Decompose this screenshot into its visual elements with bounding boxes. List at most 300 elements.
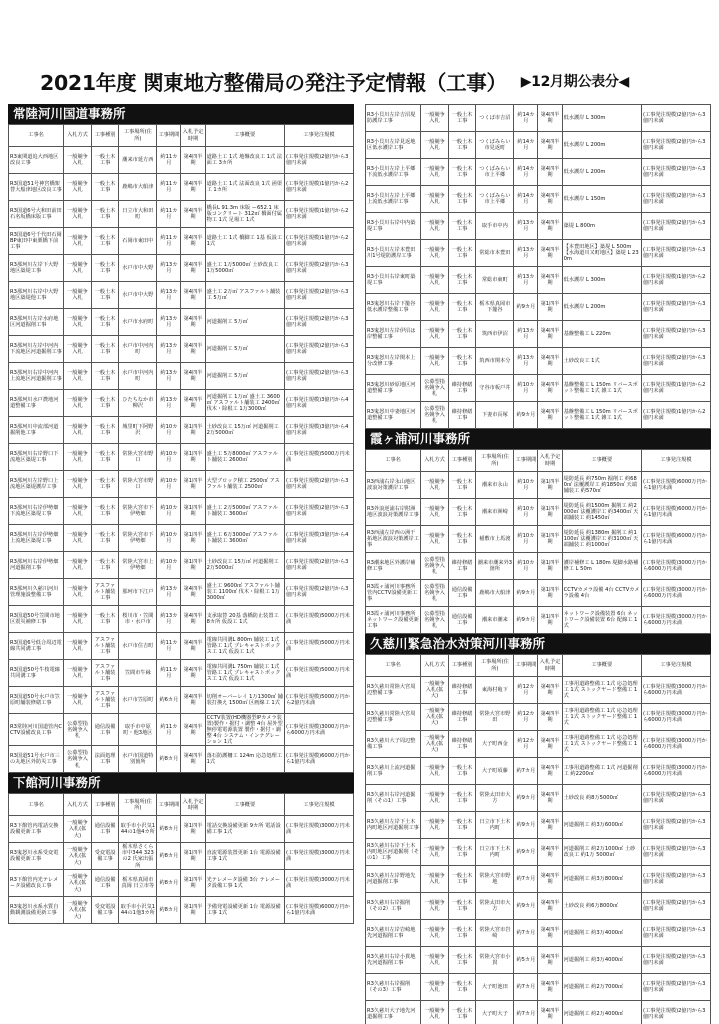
table-cell: 光テレメータ設備 3台 テレメータ設備工事 1式 [205, 870, 284, 897]
table-row [9, 633, 354, 660]
table-cell: 第4四半期 [538, 105, 562, 132]
table-cell: 一般土木工事 [91, 174, 119, 201]
table-cell: 一般競争入札(拡大) [421, 731, 449, 758]
table-cell: (工事発注規模)2億円から3億円未満 [284, 363, 353, 390]
table-cell: 一般競争入札 [421, 785, 449, 812]
table-cell: 一般土木工事 [91, 147, 119, 174]
table-row [9, 390, 354, 417]
table-cell: R3国道6号千代田石岡BP東田中東栗橋下前工事 [9, 228, 64, 255]
table-cell: アスファルト舗装工事 [91, 579, 119, 606]
table-cell: 護岸補修工 L 180m 堤脚水路補修工 L 50m [562, 553, 641, 580]
section-header-kasumigaura: 霞ヶ浦河川事務所 [365, 429, 711, 449]
table-cell: 一般土木工事 [448, 1001, 476, 1024]
table-cell: 第1四半期 [538, 553, 562, 580]
table-cell: (工事発注規模)3000万円未満 [284, 843, 353, 870]
column-header: 工事名 [366, 655, 421, 677]
table-cell: 常陸大宮市岩崎 [476, 920, 514, 947]
table-cell: アスファルト舗装工事 [91, 660, 119, 687]
table-cell: R3小貝川左岸吉沼堤防護岸工事 [366, 105, 421, 132]
table-cell: 第4四半期 [181, 660, 205, 687]
table-cell: R3下館管内光テレメータ設備改良工事 [9, 870, 64, 897]
table-cell: (工事発注規模)2億円から3億円未満 [641, 348, 710, 375]
table-cell: R3国道6号大和田前田石名坂橋床版工事 [9, 201, 64, 228]
table-row [9, 714, 354, 746]
table-cell: 公募型指名競争入札 [421, 580, 449, 607]
table-cell: 河道掘削工 約2万1000㎥ 土砂改良工 約1万 5000㎥ [562, 839, 641, 866]
table-cell: 一般競争入札 [421, 1001, 449, 1024]
table-cell: (工事発注規模)2億円から3億円未満 [641, 294, 710, 321]
table-cell: 電話交換設備更新 9カ所 電話設備工事 1式 [205, 816, 284, 843]
table-cell: 一般競争入札 [64, 201, 92, 228]
table-cell: 約12カ月 [514, 731, 538, 758]
table-cell: 公募型指名競争入札 [64, 714, 92, 746]
table-cell: 工事用道路整備工 1式 応急処理工 1式 ストックヤード整備工 1式 [562, 677, 641, 704]
table-cell: 一般土木工事 [91, 471, 119, 498]
table-cell: 第4四半期 [181, 255, 205, 282]
table-cell: 一般土木工事 [91, 606, 119, 633]
section-header-hitachi: 常陸河川国道事務所 [8, 104, 354, 124]
table-cell: 第1四半期 [538, 580, 562, 607]
table-cell: R3那珂川右岸中大野地区築堤他工事 [9, 282, 64, 309]
column-header: 工事名 [9, 125, 64, 147]
table-cell: 約13カ月 [514, 267, 538, 294]
table-cell: 一般土木工事 [91, 525, 119, 552]
table-cell: 東海村亀下 [476, 677, 514, 704]
table-cell: 盛土工 6万3000㎥ アスファルト舗装工 3600㎥ [205, 525, 284, 552]
table-cell: R3那珂川中流部河道掘削他工事 [9, 417, 64, 444]
table-cell: R3久慈川左岸野地先河道掘削工事 [366, 866, 421, 893]
table-cell: アスファルト舗装工事 [91, 687, 119, 714]
column-header: 工事期間 [514, 450, 538, 472]
table-cell: 一般競争入札(拡大) [64, 843, 92, 870]
table-cell: 約9カ月 [514, 607, 538, 634]
table-cell: 第1四半期 [181, 843, 205, 870]
table-cell: 約14カ月 [514, 159, 538, 186]
column-header: 工事場所(住所) [476, 450, 514, 472]
table-cell: (工事発注規模)6000万円から1億円未満 [641, 499, 710, 526]
table-cell: (工事発注規模)3000万円から6000万円未満 [641, 607, 710, 634]
table-row [9, 282, 354, 309]
table-row [9, 363, 354, 390]
table-cell: 約7カ月 [514, 974, 538, 1001]
table-cell: 予備発電設備更新 1台 電源設備工事 1式 [205, 897, 284, 924]
table-cell: ひたちなか市柳沢 [119, 390, 157, 417]
table-cell: 一般土木工事 [448, 974, 476, 1001]
table-cell: 第4四半期 [181, 606, 205, 633]
table-cell: 守谷市板戸井 [476, 375, 514, 402]
table-cell: つくばみらい市上平郷 [476, 186, 514, 213]
table-row [9, 525, 354, 552]
table-cell: 約10カ月 [157, 552, 181, 579]
table-cell: 約13カ月 [157, 606, 181, 633]
table-cell: (工事発注規模)2億円から3億円未満 [641, 893, 710, 920]
table-row [9, 201, 354, 228]
table-row [9, 660, 354, 687]
table-cell: 第4四半期 [538, 731, 562, 758]
table-cell: (工事発注規模)1億円から2億円未満 [641, 267, 710, 294]
table-cell: 一般土木工事 [448, 758, 476, 785]
table-row [9, 255, 354, 282]
table-cell: R3鬼怒川左岸関本上分改修工事 [366, 348, 421, 375]
table-cell: 取手市中原町・他3地区 [119, 714, 157, 746]
table-cell: (工事発注規模)3000万円未満 [284, 870, 353, 897]
table-row [366, 321, 711, 348]
table-cell: 第4四半期 [538, 375, 562, 402]
column-header: 工事発注規模 [641, 450, 710, 472]
table-cell: 【本豊田地区】築堤 L 500m 【水海道川又町地区】築堤 L 230m [562, 240, 641, 267]
table-cell: 約8カ月 [157, 897, 181, 924]
table-cell: 第1四半期 [538, 526, 562, 553]
table-cell: (工事発注規模)2億円から3億円未満 [284, 282, 353, 309]
column-header: 工事種別 [91, 125, 119, 147]
table-cell: 約12カ月 [514, 704, 538, 731]
table-cell: (工事発注規模)2億円から3億円未満 [641, 186, 710, 213]
table-cell: 一般競争入札 [64, 228, 92, 255]
table-cell: R3久慈川常陸大宮周辺整備工事 [366, 704, 421, 731]
table-cell: 約6カ月 [157, 687, 181, 714]
table-cell: 一般土木工事 [91, 363, 119, 390]
table-cell: 常陸大宮市野口 [119, 444, 157, 471]
table-header-row [366, 655, 711, 677]
table-cell: R3国道50号水戸市笠原町舗装修繕工事 [9, 687, 64, 714]
table-cell: 約7カ月 [514, 866, 538, 893]
table-cell: 常陸大宮市小貫 [476, 947, 514, 974]
table-cell: 受変電設備工事 [91, 897, 119, 924]
table-cell: 第4四半期 [538, 213, 562, 240]
table-cell: 河道掘削工 約2万7000㎥ [562, 974, 641, 1001]
table-cell: 約11カ月 [157, 174, 181, 201]
table-cell: 約11カ月 [157, 714, 181, 746]
table-cell: 基盤整備工 L 150m リバースポット整備工 1式 雑工 1式 [562, 402, 641, 429]
table-cell: 水戸市中河内町 [119, 336, 157, 363]
table-cell: 一般競争入札 [421, 186, 449, 213]
table-row [366, 893, 711, 920]
table-cell: R3国道50号笠間市地区震災補修工事 [9, 606, 64, 633]
table-cell: 一般競争入札 [64, 579, 92, 606]
table-hitachi-continued [365, 104, 711, 429]
table-cell: 河道掘削工 約2万4000㎥ [562, 1001, 641, 1024]
table-row [366, 947, 711, 974]
table-cell: 一般土木工事 [91, 282, 119, 309]
column-header: 入札予定時期 [538, 655, 562, 677]
table-cell: 低水護岸 L 200m [562, 159, 641, 186]
table-cell: 法面処理工事 [91, 746, 119, 773]
page-subtitle: ▶12月期公表分◀ [520, 74, 630, 90]
table-cell: 第1四半期 [181, 498, 205, 525]
table-cell: R3那珂川水戸農地河道整備工事 [9, 390, 64, 417]
table-cell: (工事発注規模)2億円から3億円未満 [284, 147, 353, 174]
table-cell: R3那珂川右岸中河内上流地区河道掘削工事 [9, 363, 64, 390]
table-cell: 維持修繕工事 [448, 375, 476, 402]
table-cell: 公募型指名競争入札 [421, 402, 449, 429]
table-cell: (工事発注規模)3000万円から6000万円未満 [641, 677, 710, 704]
table-cell: 河道掘削工 5万㎥ [205, 363, 284, 390]
table-cell: 道路土工 1式 橋脚工 1基 仮設工 1式 [205, 228, 284, 255]
table-cell: 一般土木工事 [448, 499, 476, 526]
table-cell: 第1四半期 [181, 897, 205, 924]
table-cell: 約10カ月 [514, 375, 538, 402]
table-cell: つくばみらい市上平郷 [476, 159, 514, 186]
table-cell: R3久慈川常陸大宮周辺整備工事 [366, 677, 421, 704]
table-cell: 水戸市笠原町 [119, 687, 157, 714]
table-cell: 第4四半期 [181, 282, 205, 309]
table-cell: 約13カ月 [157, 336, 181, 363]
table-cell: 一般競争入札 [64, 687, 92, 714]
table-cell: R3久慈川左岸岩崎地先河道掘削工事 [366, 920, 421, 947]
table-cell: 約10カ月 [157, 525, 181, 552]
table-cell: 一般競争入札 [64, 417, 92, 444]
table-cell: CCTVカメラ設備 4台 CCTVカメラ設備 4台 [562, 580, 641, 607]
column-header: 工事発注規模 [284, 125, 353, 147]
column-header: 工事場所(住所) [119, 125, 157, 147]
table-cell: 日立市下土木内町 [476, 839, 514, 866]
table-cell: 大子町頃藤 [476, 758, 514, 785]
table-cell: 第1四半期 [538, 607, 562, 634]
table-cell: 土砂改良工 15万㎥ 河道掘削工 2万5000㎥ [205, 552, 284, 579]
table-cell: 第4四半期 [538, 240, 562, 267]
table-cell: 盛土工 1万5000㎥ 土砂改良工 1万5000㎥ [205, 255, 284, 282]
table-cell: (工事発注規模)1億円から2億円未満 [641, 375, 710, 402]
table-cell: 公募型指名競争入札 [421, 375, 449, 402]
table-cell: 一般土木工事 [448, 812, 476, 839]
table-cell: 一般土木工事 [448, 526, 476, 553]
table-cell: (工事発注規模)2億円から3億円未満 [641, 839, 710, 866]
table-cell: 約9カ月 [514, 893, 538, 920]
column-header: 入札方式 [421, 655, 449, 677]
table-cell: 栃木県真岡市真岡 日立市等 [119, 870, 157, 897]
table-cell: 低水護岸 L 200m [562, 132, 641, 159]
table-cell: 一般土木工事 [91, 498, 119, 525]
table-cell: (工事発注規模)2億円から3億円未満 [284, 255, 353, 282]
table-cell: (工事発注規模)2億円から3億円未満 [284, 498, 353, 525]
table-cell: 一般土木工事 [448, 947, 476, 974]
table-cell: 潮来市永山 [476, 472, 514, 499]
table-cell: (工事発注規模)2億円から3億円未満 [641, 240, 710, 267]
table-cell: 第4四半期 [538, 321, 562, 348]
table-cell: 盛土工 2万5000㎥ アスファルト舗装工 3600㎥ [205, 498, 284, 525]
table-cell: 道路土工 1式 地盤改良工 1式 法面工 3カ所 [205, 147, 284, 174]
table-cell: 第4四半期 [181, 228, 205, 255]
table-cell: 桜川市・笠間市・水戸市 [119, 606, 157, 633]
table-cell: 一般競争入札 [64, 174, 92, 201]
table-cell: 一般土木工事 [448, 472, 476, 499]
table-cell: 約13カ月 [157, 255, 181, 282]
table-header-row [9, 794, 354, 816]
table-cell: 一般土木工事 [91, 444, 119, 471]
table-cell: 約9カ月 [514, 785, 538, 812]
table-cell: 約11カ月 [157, 201, 181, 228]
table-cell: 受変電設備工事 [91, 843, 119, 870]
table-cell: 工事用道路整備工 1式 応急処理工 1式 ストックヤード整備工 1式 [562, 731, 641, 758]
table-row [366, 1001, 711, 1024]
table-cell: 約8カ月 [157, 746, 181, 773]
table-cell: 維持修繕工事 [448, 553, 476, 580]
table-cell: (工事発注規模)2億円から3億円未満 [284, 552, 353, 579]
table-cell: 一般競争入札 [421, 812, 449, 839]
table-cell: 日立市下土木内町 [476, 812, 514, 839]
table-cell: 約13カ月 [157, 363, 181, 390]
table-cell: 堤防延長 約1500m 掘削工 約2000㎥ 法覆護岸工 約3400㎡ 天端舗装工 約1450㎡ [562, 499, 641, 526]
table-cell: (工事発注規模)2億円から3億円未満 [641, 866, 710, 893]
table-row [366, 159, 711, 186]
table-cell: (工事発注規模)2億円から3億円未満 [641, 321, 710, 348]
table-cell: 直流電源装置更新 1台 電源設備工事 1式 [205, 843, 284, 870]
table-cell: 約10カ月 [157, 444, 181, 471]
table-cell: (工事発注規模)3000万円から6000万円未満 [641, 758, 710, 785]
table-cell: 通信設備工事 [91, 816, 119, 843]
table-cell: 第4四半期 [538, 839, 562, 866]
table-cell: (工事発注規模)1億円から2億円未満 [284, 228, 353, 255]
table-cell: 鹿嶋市大船津 [476, 580, 514, 607]
table-cell: (工事発注規模)2億円から3億円未満 [641, 159, 710, 186]
table-cell: 一般競争入札 [64, 309, 92, 336]
column-header: 工事概要 [562, 655, 641, 677]
table-cell: 約10カ月 [514, 499, 538, 526]
table-cell: (工事発注規模)2億円から3億円未満 [284, 471, 353, 498]
table-cell: 基盤整備工 L 220m [562, 321, 641, 348]
table-cell: 第4四半期 [181, 201, 205, 228]
table-cell: R3東関道追大西地区改良工事 [9, 147, 64, 174]
table-cell: 一般土木工事 [91, 201, 119, 228]
table-cell: 大子町西金 [476, 731, 514, 758]
table-cell: 土砂改良工 15万㎥ 河道掘削工 2万5000㎥ [205, 417, 284, 444]
table-cell: (工事発注規模)6000万円から1億円未満 [641, 526, 710, 553]
right-column [365, 104, 711, 1024]
table-cell: 約13カ月 [514, 321, 538, 348]
table-row [9, 746, 354, 773]
table-row [366, 812, 711, 839]
table-cell: 通信設備工事 [448, 580, 476, 607]
table-cell: R3小貝川右岸東町築堤工事 [366, 267, 421, 294]
table-row [9, 417, 354, 444]
table-cell: R3久慈川大子地先河道掘削工事 [366, 1001, 421, 1024]
table-cell: 取手市小沢気144の1他4カ所 [119, 816, 157, 843]
table-row [366, 267, 711, 294]
table-cell: 一般競争入札 [421, 947, 449, 974]
table-row [366, 348, 711, 375]
table-cell: 一般土木工事 [91, 552, 119, 579]
table-cell: 第4四半期 [181, 746, 205, 773]
table-cell: R3鬼怒川右岸下籠谷低水護岸整備工事 [366, 294, 421, 321]
table-cell: 常総市東町 [476, 267, 514, 294]
table-cell: 約10カ月 [514, 472, 538, 499]
table-cell: (工事発注規模)1億円から2億円未満 [641, 402, 710, 429]
table-cell: 一般競争入札 [421, 920, 449, 947]
table-cell: 一般競争入札 [64, 471, 92, 498]
table-kasumigaura [365, 449, 711, 634]
table-cell: (工事発注規模)2億円から3億円未満 [284, 336, 353, 363]
table-cell: 約13カ月 [514, 213, 538, 240]
table-cell: 一般競争入札(拡大) [64, 816, 92, 843]
table-cell: 第4四半期 [181, 714, 205, 746]
table-cell: 第1四半期 [181, 816, 205, 843]
table-cell: 水戸市国道特別箇所 [119, 746, 157, 773]
table-cell: 第4四半期 [538, 677, 562, 704]
table-cell: 水戸市中大野 [119, 255, 157, 282]
table-cell: R3那珂川左岸野口上流地区築堤護岸工事 [9, 471, 64, 498]
column-header: 工事概要 [205, 125, 284, 147]
table-cell: 水戸市中河内町 [119, 363, 157, 390]
table-row [9, 843, 354, 870]
table-cell: 第4四半期 [181, 687, 205, 714]
table-row [9, 444, 354, 471]
table-cell: (工事発注規模)3億円から4億円未満 [284, 417, 353, 444]
table-cell: 約10カ月 [157, 498, 181, 525]
table-cell: 第4四半期 [538, 947, 562, 974]
table-row [366, 704, 711, 731]
table-cell: 一般土木工事 [448, 321, 476, 348]
column-header: 入札方式 [421, 450, 449, 472]
column-header: 入札方式 [64, 794, 92, 816]
table-row [366, 866, 711, 893]
table-cell: R3下館管内電話交換設備更新工事 [9, 816, 64, 843]
table-cell: 城里町下阿野沢 [119, 417, 157, 444]
table-cell: 一般競争入札 [64, 498, 92, 525]
table-cell: 通信設備工事 [91, 714, 119, 746]
table-cell: アスファルト舗装工事 [91, 633, 119, 660]
table-cell: CCTV装置(HD機器型IPカメラ装置)製作・据付・調整 4台 屋外型無停電電源装置 製作・据付・調整 4台 システム・インテグレーション 1式 [206, 714, 283, 745]
section-header-shimodate: 下館河川事務所 [8, 773, 354, 793]
table-cell: 第4四半期 [181, 633, 205, 660]
table-cell: 筑西市伊沼 [476, 321, 514, 348]
table-cell: 第4四半期 [538, 402, 562, 429]
table-cell: R3鬼怒川砂原地区河道整備工事 [366, 375, 421, 402]
column-header: 工事種別 [91, 794, 119, 816]
table-cell: 第4四半期 [538, 974, 562, 1001]
table-cell: 約13カ月 [157, 579, 181, 606]
table-cell: 第1四半期 [181, 471, 205, 498]
table-row [366, 553, 711, 580]
table-cell: 水戸市住吉町 [119, 633, 157, 660]
table-cell: (工事発注規模)2億円から3億円未満 [284, 579, 353, 606]
table-cell: (工事発注規模)5000万円未満 [284, 606, 353, 633]
table-cell: 公募型指名競争入札 [64, 746, 92, 773]
table-cell: 常陸大宮市上伊勢畑 [119, 552, 157, 579]
table-cell: 第4四半期 [181, 363, 205, 390]
table-cell: 河道掘削工 約3万4000㎥ [562, 920, 641, 947]
table-cell: (工事発注規模)2億円から3億円未満 [641, 947, 710, 974]
table-cell: 第4四半期 [538, 1001, 562, 1024]
table-cell: R3小貝川右岸中内築堤工事 [366, 213, 421, 240]
column-header: 工事場所(住所) [476, 655, 514, 677]
table-row [366, 785, 711, 812]
table-cell: 常陸大宮市下伊勢畑 [119, 525, 157, 552]
table-cell: 取手市中内 [476, 213, 514, 240]
table-cell: 切削オーバーレイ 1万1300㎥ 舗装打換え 1500㎥ 区画線工 1式 [205, 687, 284, 714]
table-cell: 約7カ月 [514, 758, 538, 785]
column-header: 工事期間 [157, 794, 181, 816]
table-cell: (工事発注規模)3億円から4億円未満 [284, 525, 353, 552]
table-cell: R3国道51号水戸市三の丸地区外防災工事 [9, 746, 64, 773]
table-cell: R3久慈川右岸掘削（その2）工事 [366, 893, 421, 920]
table-cell: 一般土木工事 [448, 186, 476, 213]
table-cell: 日立市大和田町 [119, 201, 157, 228]
table-cell: 鹿嶋市大船津 [119, 174, 157, 201]
table-row [366, 974, 711, 1001]
table-cell: 公募型指名競争入札 [421, 607, 449, 634]
table-row [366, 105, 711, 132]
table-cell: 一般土木工事 [91, 228, 119, 255]
table-cell: (工事発注規模)6000万円から1億円未満 [284, 897, 353, 924]
table-cell: 約13カ月 [157, 390, 181, 417]
table-cell: 一般土木工事 [448, 294, 476, 321]
table-cell: 約8カ月 [157, 843, 181, 870]
table-cell: 約10カ月 [157, 417, 181, 444]
table-row [9, 816, 354, 843]
table-cell: 落石防護柵工 124m 応急処理工 1式 [205, 746, 284, 773]
table-cell: 一般土木工事 [448, 267, 476, 294]
table-cell: 河道掘削工 1万㎥ 盛土工 3600㎥ アスファルト舗装工 2400㎥ 伐木・除根工 1万3000㎥ [205, 390, 284, 417]
